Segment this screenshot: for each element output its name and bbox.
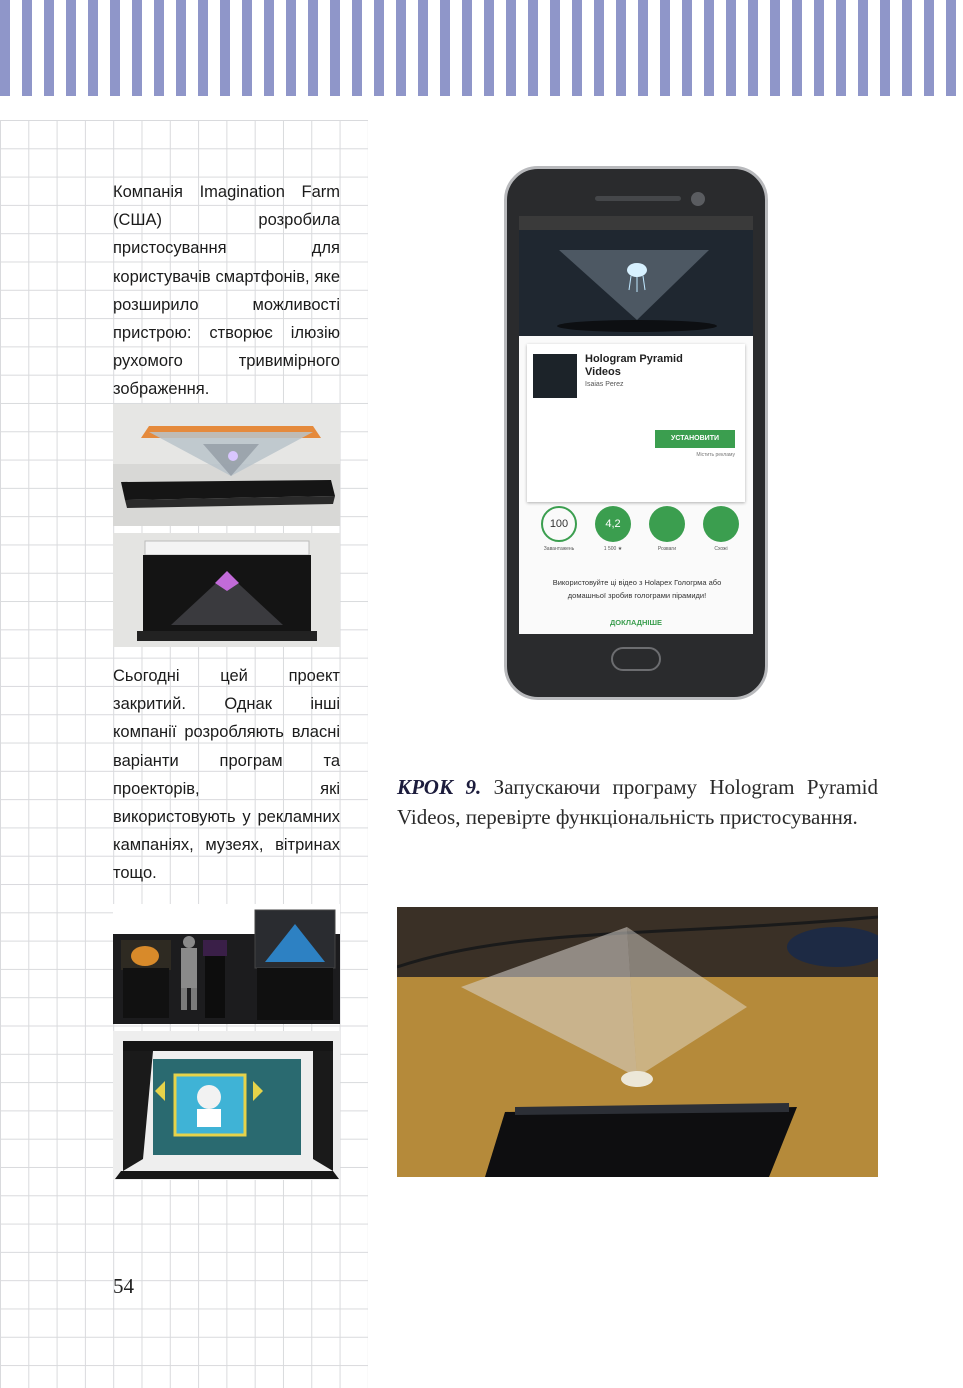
side-paragraph-2: Сьогодні цей проект закритий. Однак інші компанії розробляють власні варіанти програм та проекторів, які використовують у рекламних кампаніях, музеях, вітринах тощо. [113, 667, 340, 883]
photo-diy-pyramid-on-phone [397, 907, 878, 1177]
page-number: 54 [113, 1274, 134, 1298]
photo-framed-hologram [113, 1031, 340, 1180]
home-button[interactable] [611, 647, 661, 671]
header-stripes [0, 0, 963, 96]
similar-apps-icon[interactable] [703, 506, 739, 542]
similar-badge-label: Схожі [714, 546, 728, 552]
app-developer[interactable]: Isaias Perez [585, 381, 624, 388]
app-badges [527, 506, 745, 556]
install-button[interactable]: УСТАНОВИТИ [655, 430, 735, 448]
category-icon[interactable] [649, 506, 685, 542]
rating-badge-label: 1 500 ★ [603, 546, 623, 552]
side-paragraph-1: Компанія Imagination Farm (США) розробила пристосування для користувачів смартфонів, яке розширило можливості пристрою: створює ілюзію рухомого тривимірного зображення. [113, 183, 340, 399]
downloads-badge-label: Завантажень [543, 546, 575, 552]
phone-speaker [595, 196, 681, 201]
ads-note: Містить рекламу [696, 452, 735, 458]
app-title: Hologram Pyramid Videos [585, 353, 683, 378]
app-store-screen [519, 216, 753, 634]
more-link[interactable]: ДОКЛАДНІШЕ [609, 618, 663, 627]
smartphone-mockup [504, 166, 768, 700]
downloads-badge: 100 [541, 506, 577, 542]
status-bar [519, 216, 753, 230]
photo-hologram-box-display [113, 533, 340, 647]
rating-badge: 4,2 [595, 506, 631, 542]
photo-museum-hologram-displays [113, 904, 340, 1024]
phone-camera [691, 192, 705, 206]
category-badge-label: Розваги [657, 546, 677, 552]
app-description: Використовуйте ці відео з Holapex Гологрма або домашньої зробив голограми пірамиди! [552, 578, 722, 600]
photo-hologram-pyramid-base [113, 404, 340, 526]
app-banner [519, 230, 753, 336]
app-icon[interactable] [533, 354, 577, 398]
step-label: КРОК 9. [397, 775, 482, 799]
step-instruction [397, 772, 878, 832]
step-text: Запускаючи програму Hologram Pyramid Videos, перевірте функціональність пристосування. [397, 775, 879, 829]
app-info-card [527, 344, 745, 502]
